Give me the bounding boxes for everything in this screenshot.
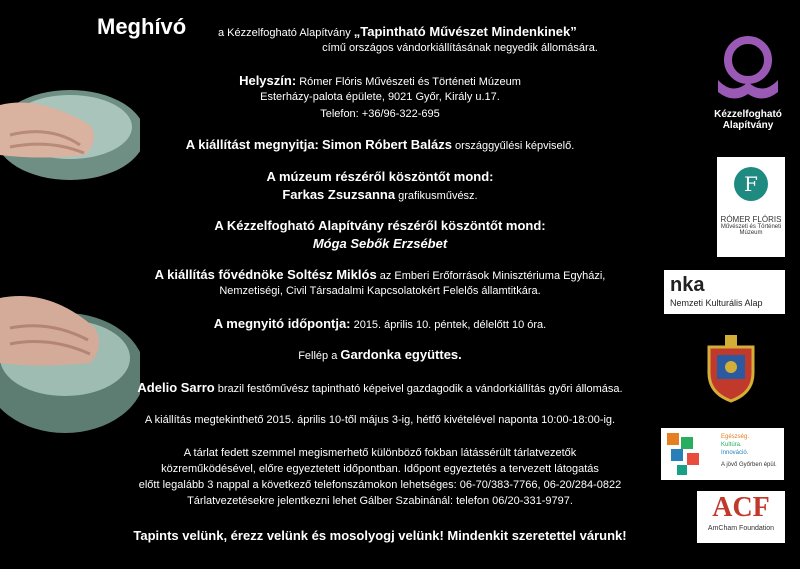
nka-mark: nka: [670, 274, 705, 296]
nka-text: Nemzeti Kulturális Alap: [670, 298, 763, 308]
egeszseg-text3: Innováció.: [721, 450, 749, 456]
patron-role-1: az Emberi Erőforrások Minisztériuma Egyházi,: [379, 270, 606, 282]
museum-greeter-line: [90, 187, 670, 202]
egeszseg-text2: Kultúra.: [721, 442, 742, 448]
venue-address: Esterházy-palota épülete, 9021 Győr, Király u.17.: [260, 91, 500, 103]
performer-name: Gardonka együttes.: [340, 347, 462, 362]
gyor-coat-of-arms: [699, 333, 763, 403]
intro-prefix: a Kézzelfogható Alapítvány: [218, 27, 351, 39]
closing-text: Tapints velünk, érezz velünk és mosolyogj velünk! Mindenkit szeretettel várunk!: [133, 528, 627, 543]
artist-name: Adelio Sarro: [137, 380, 215, 395]
guided-line-1: A tárlat fedett szemmel megismerhető különböző fokban látássérült tárlatvezetők: [183, 447, 577, 459]
exhibition-title: „Tapintható Művészet Mindenkinek”: [353, 24, 577, 39]
time-value: 2015. április 10. péntek, délelőtt 10 óra.: [353, 319, 547, 331]
kezzelfoghato-logo: [706, 36, 790, 146]
romer-museum-logo: [717, 157, 785, 257]
romer-monogram-icon: F: [734, 167, 768, 201]
romer-sub2: Múzeum: [739, 230, 763, 236]
museum-greeting-label: A múzeum részéről köszöntőt mond:: [266, 169, 494, 184]
egeszseg-text1: Egészség.: [721, 434, 750, 440]
acf-logo: [697, 491, 785, 543]
guided-line-3: előtt legalább 3 nappal a következő telefonszámokon lehetséges: 06-70/383-7766, 06-20/284-0822: [138, 479, 622, 491]
patron-line-2: Nemzetiségi, Civil Társadalmi Kapcsolatokért Felelős államtitkára.: [219, 285, 541, 297]
intro-line-2: című országos vándorkiállításának negyedik állomására.: [322, 42, 598, 54]
museum-greeter-role: grafikusművész.: [398, 190, 478, 202]
page-title: Meghívó: [97, 14, 187, 39]
nka-logo: [664, 270, 785, 314]
opener-label: A kiállítást megnyitja:: [185, 137, 319, 152]
acf-text: AmCham Foundation: [707, 525, 775, 532]
romer-name: RÓMER FLÓRIS: [720, 215, 782, 224]
artist-line: [90, 380, 670, 395]
time-line: [90, 316, 670, 331]
venue-line: [90, 73, 670, 88]
opener-role: országgyűlési képviselő.: [455, 140, 575, 152]
performer-prefix: Fellép a: [298, 350, 338, 362]
puzzle-icon: [663, 429, 707, 479]
venue-label: Helyszín:: [239, 73, 297, 88]
foundation-greeting-label: A Kézzelfogható Alapítvány részéről köszöntőt mond:: [214, 218, 546, 233]
kezzelfoghato-line2: Alapítvány: [722, 120, 774, 131]
performer-line: [90, 347, 670, 362]
kezzelfoghato-logo-icon: [713, 36, 783, 104]
museum-greeter-name: Farkas Zsuzsanna: [282, 187, 396, 202]
guided-line-2: közreműködésével, előre egyeztetett időpontban. Időpont egyeztetés a tervezett látogatás: [161, 463, 599, 475]
guided-line-4: Tárlatvezetésekre jelentkezni lehet Gálber Szabinánál: telefon 06/20-331-9797.: [187, 495, 573, 507]
intro-line-1: [218, 24, 577, 39]
opener-name: Simon Róbert Balázs: [321, 137, 452, 152]
time-label: A megnyitó időpontja:: [213, 316, 351, 331]
venue-name: Rómer Flóris Művészeti és Történeti Múzeum: [299, 76, 521, 88]
egeszseg-kultura-logo: [661, 428, 784, 480]
acf-mark: ACF: [712, 492, 770, 523]
opener-line: [90, 137, 670, 152]
coat-of-arms-icon: [699, 333, 763, 403]
patron-label: A kiállítás fővédnöke Soltész Miklós: [154, 267, 377, 282]
egeszseg-text4: A jövő Győrben épül.: [721, 462, 777, 468]
foundation-greeter-name: Móga Sebők Erzsébet: [312, 236, 448, 251]
artist-text: brazil festőművész tapintható képeivel gazdagodik a vándorkiállítás győri állomása.: [217, 383, 623, 395]
venue-phone: Telefon: +36/96-322-695: [320, 108, 440, 120]
patron-line-1: [90, 267, 670, 282]
kezzelfoghato-line1: Kézzelfogható: [714, 109, 782, 120]
viewing-info: A kiállítás megtekinthető 2015. április 10-től május 3-ig, hétfő kivételével naponta 10:00-18:00-ig.: [144, 414, 616, 426]
romer-sub1: Művészeti és Történeti: [720, 224, 782, 230]
